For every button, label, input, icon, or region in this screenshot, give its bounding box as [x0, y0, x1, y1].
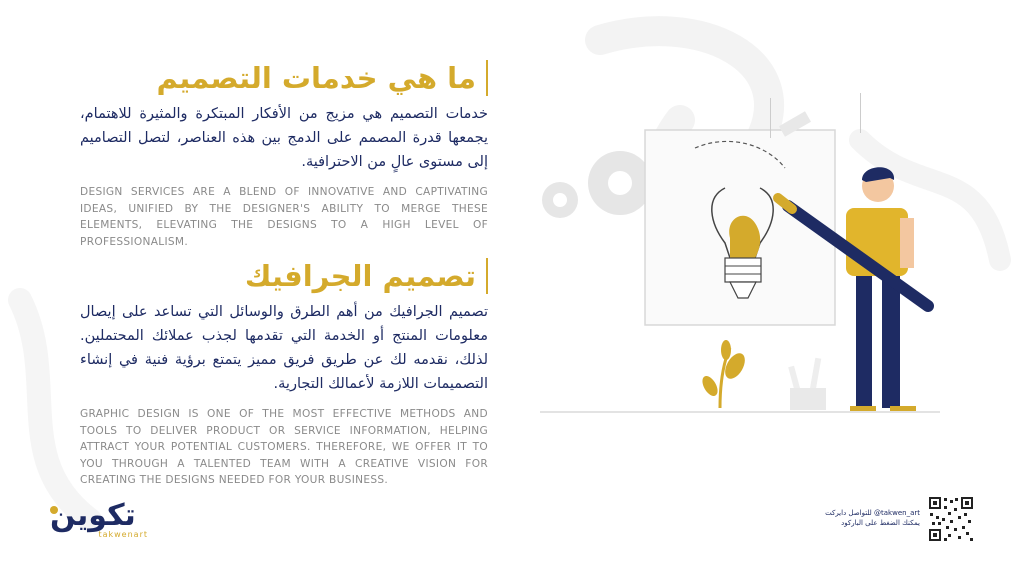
arabic-paragraph: تصميم الجرافيك من أهم الطرق والوسائل التي تساعد على إيصال معلومات المنتج أو الخدمة التي تقدمها لجذب عملائك المحتملين. لذلك، نقدمه لك عن طريق فريق مميز يتمتع برؤية فنية في إنشاء التصميمات اللازمة لأعمالك التجارية.	[80, 304, 488, 392]
section-title-row	[80, 60, 488, 96]
arabic-paragraph: خدمات التصميم هي مزيج من الأفكار المبتكرة والمثيرة للاهتمام، يجمعها قدرة المصمم على الدمج بين هذه العناصر، لتصل التصاميم إلى مستوى عالٍ من الاحترافية.	[80, 106, 488, 170]
section-title: تصميم الجرافيك	[244, 259, 476, 293]
designer-illustration	[530, 88, 950, 428]
english-paragraph: DESIGN SERVICES ARE A BLEND OF INNOVATIVE AND CAPTIVATING IDEAS, UNIFIED BY THE DESIGNER'S ABILITY TO MERGE THESE ELEMENTS, ELEVATING THE DESIGNS TO A HIGH LEVEL OF PROFESSIONALISM.	[80, 186, 488, 248]
gear-icon	[542, 151, 652, 218]
brand-logo	[50, 498, 160, 544]
english-paragraph: GRAPHIC DESIGN IS ONE OF THE MOST EFFECTIVE METHODS AND TOOLS TO DELIVER PRODUCT OR SERVICE INFORMATION, HELPING ATTRACT YOUR POTENTIAL CUSTOMERS. THEREFORE, WE OFFER IT TO YOU THROUGH A TALENTED TEAM WITH A CREATIVE VISION FOR CREATING THE DESIGNS NEEDED FOR YOUR BUSINESS.	[80, 408, 488, 486]
title-accent-bar	[486, 258, 488, 294]
contact-instagram: للتواصل دايركت @takwen_art	[825, 509, 920, 517]
plant-icon	[699, 340, 749, 408]
qr-code[interactable]	[928, 496, 974, 542]
logo-arabic: تكوين	[50, 498, 136, 533]
section-design-services	[80, 60, 488, 250]
section-graphic-design	[80, 258, 488, 489]
title-accent-bar	[486, 60, 488, 96]
section-title-row	[80, 258, 488, 294]
logo-english: takwenart	[98, 530, 148, 539]
section-title: ما هي خدمات التصميم	[156, 61, 476, 95]
pencil-cup	[788, 358, 826, 410]
contact-hint: يمكنك الضغط على الباركود	[841, 519, 920, 527]
contact-info	[800, 508, 920, 528]
